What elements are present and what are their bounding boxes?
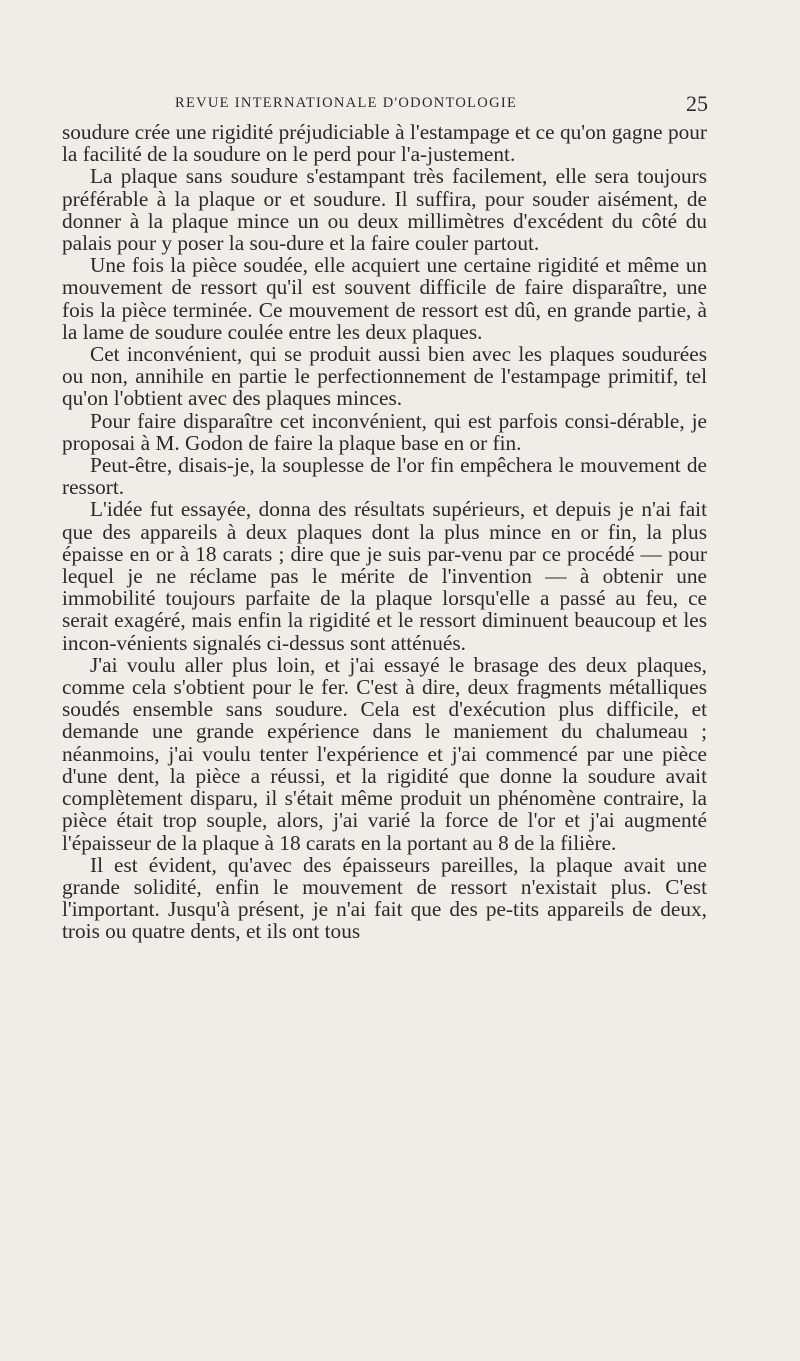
paragraph: Une fois la pièce soudée, elle acquiert une certaine rigidité et même un mouvement de ressort qu'il est souvent difficile de faire disparaître, une fois la pièce terminée. Ce mouvement de ressort est dû, en grande partie, à la lame de soudure coulée entre les deux plaques. — [62, 253, 707, 344]
running-head — [60, 91, 708, 117]
paragraph: La plaque sans soudure s'estampant très facilement, elle sera toujours préférable à la plaque or et soudure. Il suffira, pour souder aisément, de donner à la plaque mince un ou deux millimètres d'excédent du côté du palais pour y poser la sou-dure et la faire couler partout. — [62, 164, 707, 256]
paragraph: Il est évident, qu'avec des épaisseurs pareilles, la plaque avait une grande solidité, enfin le mouvement de ressort n'existait plus. C'est l'important. Jusqu'à présent, je n'ai fait que des pe-tits appareils de deux, trois ou quatre dents, et ils ont tous — [62, 852, 707, 944]
body-text — [62, 121, 707, 943]
paragraph: Cet inconvénient, qui se produit aussi bien avec les plaques soudurées ou non, annihile en partie le perfectionnement de l'estampage primitif, tel qu'on l'obtient avec des plaques minces. — [62, 342, 707, 411]
paragraph: Peut-être, disais-je, la souplesse de l'or fin empêchera le mouvement de ressort. — [62, 453, 707, 500]
page-number: 25 — [686, 91, 708, 116]
paragraph: L'idée fut essayée, donna des résultats supérieurs, et depuis je n'ai fait que des appareils à deux plaques dont la plus mince en or fin, la plus épaisse en or à 18 carats ; dire que je suis par-venu par ce procédé — pour lequel je ne réclame pas le mérite de l'invention — à obtenir une immobilité toujours parfaite de la plaque lorsqu'elle a passé au feu, ce serait exagéré, mais enfin la rigidité et le ressort diminuent beaucoup et les incon-vénients signalés ci-dessus sont atténués. — [62, 497, 707, 655]
running-title: REVUE INTERNATIONALE D'ODONTOLOGIE — [175, 95, 518, 111]
paragraph: J'ai voulu aller plus loin, et j'ai essayé le brasage des deux plaques, comme cela s'obtient pour le fer. C'est à dire, deux fragments métalliques soudés ensemble sans soudure. Cela est d'exécution plus difficile, et demande une grande expérience dans le maniement du chalumeau ; néanmoins, j'ai voulu tenter l'expérience et j'ai commencé par une pièce d'une dent, la pièce a réussi, et la rigidité que donne la soudure avait complètement disparu, il s'était même produit un phénomène contraire, la pièce était trop souple, alors, j'ai varié la force de l'or et j'ai augmenté l'épaisseur de la plaque à 18 carats en la portant au 8 de la filière. — [62, 652, 707, 855]
paragraph: Pour faire disparaître cet inconvénient, qui est parfois consi-dérable, je proposai à M. Godon de faire la plaque base en or fin. — [62, 408, 707, 455]
paragraph: soudure crée une rigidité préjudiciable à l'estampage et ce qu'on gagne pour la facilité de la soudure on le perd pour l'a-justement. — [62, 120, 707, 167]
